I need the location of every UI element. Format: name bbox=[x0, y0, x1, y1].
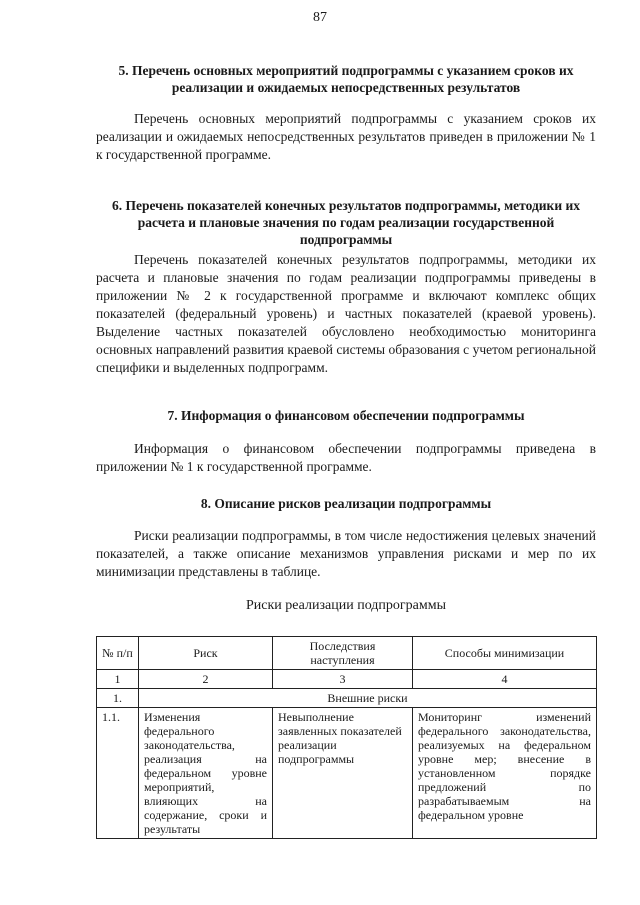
section-7-title: 7. Информация о финансовом обеспечении подпрограммы bbox=[167, 408, 525, 423]
section-5-title: 5. Перечень основных мероприятий подпрограммы с указанием сроков их реализации и ожидаемых непосредственных результатов bbox=[118, 63, 574, 95]
section-5-text: Перечень основных мероприятий подпрограммы с указанием сроков их реализации и ожидаемых непосредственных результатов приведен в приложении № 1 к государственной программе. bbox=[96, 111, 596, 162]
header-consequence: Последствия наступления bbox=[273, 637, 413, 670]
header-mitigation: Способы минимизации bbox=[413, 637, 597, 670]
group-number: 1. bbox=[97, 689, 139, 708]
col-number-3: 3 bbox=[273, 670, 413, 689]
section-8-title: 8. Описание рисков реализации подпрограммы bbox=[200, 496, 492, 511]
col-number-1: 1 bbox=[97, 670, 139, 689]
header-number: № п/п bbox=[97, 637, 139, 670]
col-number-2: 2 bbox=[139, 670, 273, 689]
section-6-title: 6. Перечень показателей конечных результатов подпрограммы, методики их расчета и плановые значения по годам реализации государственной подпрограммы bbox=[111, 198, 581, 247]
header-risk: Риск bbox=[139, 637, 273, 670]
section-7-text: Информация о финансовом обеспечении подпрограммы приведена в приложении № 1 к государственной программе. bbox=[96, 441, 596, 474]
table-numbering-row bbox=[97, 670, 597, 689]
row-risk: Изменения федерального законодательства, реализация на федеральном уровне мероприятий, влияющих на содержание, сроки и результаты bbox=[139, 708, 273, 839]
table-caption: Риски реализации подпрограммы bbox=[246, 598, 446, 613]
section-6-text: Перечень показателей конечных результатов подпрограммы, методики их расчета и плановые значения по годам реализации подпрограммы приведены в приложении № 2 к государственной программе и включают комплекс общих показателей (федеральный уровень) и частных показателей (краевой уровень). Выделение частных показателей обусловлено необходимостью мониторинга основных направлений развития краевой системы образования с учетом региональной специфики и выделенных подпрограмм. bbox=[96, 252, 596, 375]
group-label: Внешние риски bbox=[139, 689, 597, 708]
page-number: 87 bbox=[313, 10, 327, 25]
col-number-4: 4 bbox=[413, 670, 597, 689]
row-number: 1.1. bbox=[97, 708, 139, 839]
table-row bbox=[97, 708, 597, 839]
row-mitigation: Мониторинг изменений федерального законодательства, реализуемых на федеральном уровне мер; внесение в установленном порядке предложений по разрабатываемым на федеральном уровне bbox=[413, 708, 597, 839]
table-header-row bbox=[97, 637, 597, 670]
row-consequence: Невыполнение заявленных показателей реализации подпрограммы bbox=[273, 708, 413, 839]
section-8-text: Риски реализации подпрограммы, в том числе недостижения целевых значений показателей, а также описание механизмов управления рисками и мер по их минимизации представлены в таблице. bbox=[96, 528, 596, 579]
table-group-row bbox=[97, 689, 597, 708]
risks-table bbox=[96, 636, 597, 839]
